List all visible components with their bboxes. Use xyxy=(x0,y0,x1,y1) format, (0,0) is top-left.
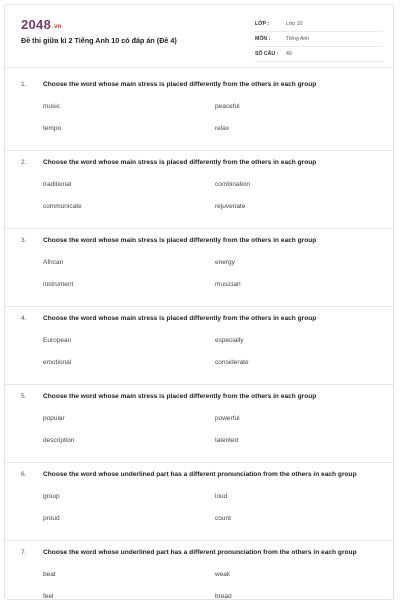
answer-options xyxy=(5,570,393,600)
question-7 xyxy=(5,547,393,600)
question-5 xyxy=(5,391,393,463)
answer-options xyxy=(5,180,393,224)
divider xyxy=(5,150,393,151)
meta-row-subject xyxy=(255,32,383,47)
question-text: Choose the word whose main stress is placed differently from the others in each group xyxy=(43,81,317,88)
logo-suffix: .vn xyxy=(52,24,62,30)
answer-option[interactable]: powerful xyxy=(215,415,240,422)
answer-option[interactable]: especially xyxy=(215,337,244,344)
answer-option[interactable]: tempo xyxy=(43,125,62,132)
answer-option[interactable]: relax xyxy=(215,125,230,132)
question-list xyxy=(5,79,393,600)
answer-option[interactable]: group xyxy=(43,493,60,500)
divider xyxy=(5,540,393,541)
question-number: 2. xyxy=(21,159,27,166)
question-number: 1. xyxy=(21,81,27,88)
answer-option[interactable]: African xyxy=(43,259,64,266)
answer-options xyxy=(5,336,393,380)
answer-option[interactable]: music xyxy=(43,103,60,110)
question-text: Choose the word whose main stress is placed differently from the others in each group xyxy=(43,315,317,322)
question-number: 4. xyxy=(21,315,27,322)
question-text: Choose the word whose main stress is placed differently from the others in each group xyxy=(43,159,317,166)
meta-value: 40 xyxy=(286,51,292,57)
answer-option[interactable]: peaceful xyxy=(215,103,240,110)
meta-row-class xyxy=(255,17,383,32)
meta-label: SỐ CÂU : xyxy=(255,51,279,57)
meta-value: Lớp 10 xyxy=(286,21,303,27)
answer-option[interactable]: weak xyxy=(215,571,231,578)
logo-text: 2048 xyxy=(21,17,52,32)
question-text: Choose the word whose underlined part has a different pronunciation from the others in each group xyxy=(43,471,357,478)
page-title: Đề thi giữa kì 2 Tiếng Anh 10 có đáp án (Đề 4) xyxy=(21,36,177,45)
question-number: 6. xyxy=(21,471,27,478)
answer-option[interactable]: count xyxy=(215,515,231,522)
question-2 xyxy=(5,157,393,229)
answer-options xyxy=(5,492,393,536)
question-1 xyxy=(5,79,393,151)
question-text: Choose the word whose main stress is placed differently from the others in each group xyxy=(43,393,317,400)
question-text: Choose the word whose main stress is placed differently from the others in each group xyxy=(43,237,317,244)
question-number: 7. xyxy=(21,549,27,556)
divider xyxy=(5,228,393,229)
question-3 xyxy=(5,235,393,307)
meta-label: MÔN : xyxy=(255,36,271,42)
site-logo[interactable] xyxy=(21,17,62,32)
question-number: 5. xyxy=(21,393,27,400)
question-text: Choose the word whose underlined part has a different pronunciation from the others in each group xyxy=(43,549,357,556)
answer-options xyxy=(5,102,393,146)
divider xyxy=(5,306,393,307)
answer-option[interactable]: instrument xyxy=(43,281,74,288)
answer-option[interactable]: description xyxy=(43,437,75,444)
meta-label: LỚP : xyxy=(255,21,270,27)
meta-row-count xyxy=(255,47,383,62)
answer-options xyxy=(5,414,393,458)
divider xyxy=(5,384,393,385)
meta-value: Tiếng Anh xyxy=(286,36,310,42)
exam-meta xyxy=(255,17,383,62)
answer-option[interactable]: communicate xyxy=(43,203,82,210)
answer-option[interactable]: beat xyxy=(43,571,56,578)
answer-option[interactable]: traditional xyxy=(43,181,72,188)
answer-option[interactable]: musician xyxy=(215,281,241,288)
answer-option[interactable]: talented xyxy=(215,437,239,444)
quiz-page xyxy=(4,4,394,600)
answer-option[interactable]: bread xyxy=(215,593,232,600)
question-6 xyxy=(5,469,393,541)
answer-options xyxy=(5,258,393,302)
answer-option[interactable]: energy xyxy=(215,259,235,266)
answer-option[interactable]: popular xyxy=(43,415,65,422)
divider xyxy=(5,462,393,463)
page-header xyxy=(5,5,393,68)
question-number: 3. xyxy=(21,237,27,244)
answer-option[interactable]: emotional xyxy=(43,359,72,366)
answer-option[interactable]: considerate xyxy=(215,359,249,366)
answer-option[interactable]: proud xyxy=(43,515,60,522)
answer-option[interactable]: combination xyxy=(215,181,251,188)
answer-option[interactable]: European xyxy=(43,337,72,344)
question-4 xyxy=(5,313,393,385)
answer-option[interactable]: loud xyxy=(215,493,228,500)
answer-option[interactable]: feel xyxy=(43,593,54,600)
answer-option[interactable]: rejuvenate xyxy=(215,203,246,210)
